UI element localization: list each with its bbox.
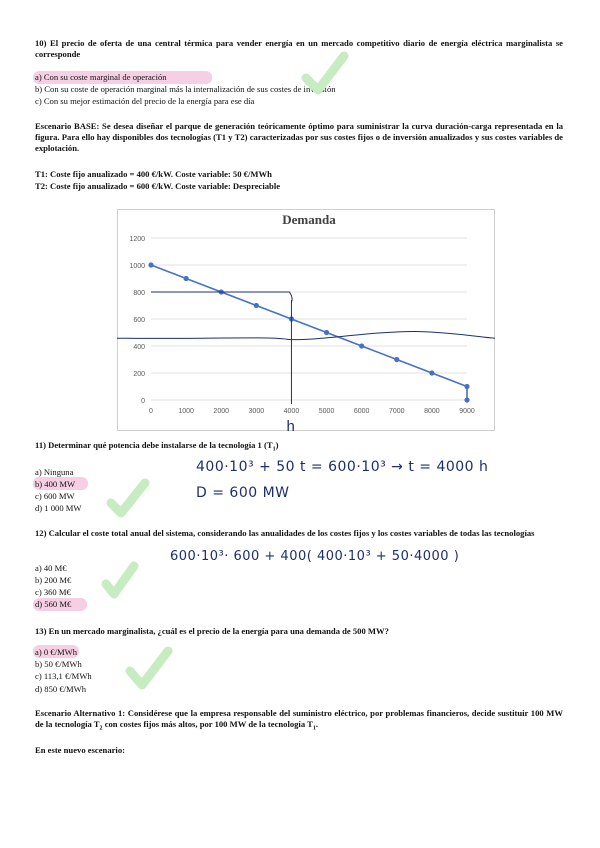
q11-question-text: 11) Determinar qué potencia debe instalarse de la tecnología 1 (T — [35, 440, 273, 450]
y-tick-label: 1000 — [129, 263, 145, 270]
q10-question: 10) El precio de oferta de una central térmica para vender energía en un mercado competitivo diario de energía eléctrica marginalista se corresponde — [35, 38, 563, 60]
scenario-alt-footer: En este nuevo escenario: — [35, 745, 125, 755]
check-mark-icon — [124, 645, 174, 693]
y-tick-label: 1200 — [129, 236, 145, 243]
q13-option-c[interactable]: c) 113,1 €/MWh — [35, 671, 92, 681]
y-tick-label: 800 — [133, 290, 145, 297]
scenario-alt-text-2: con costes fijos más altos, por 100 MW de la tecnología T — [102, 719, 313, 730]
q11-handwriting-2: D = 600 MW — [196, 485, 290, 501]
q10-option-b[interactable]: b) Con su coste de operación marginal más la internalización de sus costes de inversión — [35, 84, 336, 94]
q13-option-b[interactable]: b) 50 €/MWh — [35, 659, 82, 669]
x-tick-label: 4000 — [283, 408, 300, 415]
x-tick-label: 2000 — [213, 408, 230, 415]
q10-option-c[interactable]: c) Con su mejor estimación del precio de la energía para ese día — [35, 96, 255, 106]
check-mark-icon — [105, 477, 151, 521]
t2-description: T2: Coste fijo anualizado = 600 €/kW. Coste variable: Despreciable — [35, 181, 281, 191]
t1-description: T1: Coste fijo anualizado = 400 €/kW. Coste variable: 50 €/MWh — [35, 169, 272, 179]
q12-option-c[interactable]: c) 360 M€ — [35, 587, 71, 597]
q11-question-sub: 1 — [272, 446, 276, 453]
x-tick-label: 3000 — [248, 408, 265, 415]
y-tick-label: 0 — [141, 398, 145, 405]
check-mark-icon — [300, 50, 350, 98]
q12-question: 12) Calcular el coste total anual del sistema, considerando las anualidades de los costes fijos y los costes variables de todas las tecnologías — [35, 528, 535, 538]
q11-option-c[interactable]: c) 600 MW — [35, 491, 75, 501]
y-tick-label: 600 — [133, 317, 145, 324]
demand-data-point — [324, 330, 329, 335]
check-mark-icon — [100, 560, 140, 602]
scenario-alt-text-3: . — [315, 719, 319, 730]
demand-data-point — [394, 357, 399, 362]
q10-option-a[interactable]: a) Con su coste marginal de operación — [35, 72, 167, 82]
demand-chart — [117, 209, 495, 435]
scenario-base-text: Escenario BASE: Se desea diseñar el parque de generación teóricamente óptimo para suministrar la curva duración-carga representada en la figura. Para ello hay disponibles dos tecnologías (T1 y T2) caracterizadas por sus costes fijos o de inversión anualizados y sus costes variables de explotación. — [35, 121, 563, 154]
x-tick-label: 0 — [149, 408, 153, 415]
q13-option-a[interactable]: a) 0 €/MWh — [35, 647, 78, 657]
x-tick-label: 9000 — [459, 408, 475, 415]
x-tick-label: 1000 — [178, 408, 194, 415]
q11-question-end: ) — [275, 440, 279, 450]
q11-option-d[interactable]: d) 1 000 MW — [35, 503, 82, 513]
demand-data-point — [184, 276, 189, 281]
q11-option-b[interactable]: b) 400 MW — [35, 479, 76, 489]
chart-title: Demanda — [282, 212, 336, 227]
scenario-alt-sub-2: 1 — [312, 725, 316, 732]
scenario-alt-text-1: Escenario Alternativo 1: Considérese que la empresa responsable del suministro eléctrico, por problemas financieros, decide sustituir 100 MW de la tecnología T — [35, 708, 563, 730]
scenario-alt-text — [35, 708, 563, 735]
y-tick-label: 200 — [133, 371, 145, 378]
scenario-alt-sub-1: 2 — [99, 725, 103, 732]
x-tick-label: 8000 — [424, 408, 440, 415]
chart-frame — [118, 210, 495, 431]
x-tick-label: 7000 — [388, 408, 405, 415]
q11-handwriting-1: 400·10³ + 50 t = 600·10³ → t = 4000 h — [196, 459, 489, 475]
demand-data-point — [464, 384, 469, 389]
y-tick-label: 400 — [133, 344, 145, 351]
q13-option-d[interactable]: d) 850 €/MWh — [35, 684, 87, 694]
q12-option-b[interactable]: b) 200 M€ — [35, 575, 72, 585]
q11-option-a[interactable]: a) Ninguna — [35, 467, 74, 477]
q12-handwriting: 600·10³· 600 + 400( 400·10³ + 50·4000 ) — [170, 549, 460, 564]
q13-question: 13) En un mercado marginalista, ¿cuál es el precio de la energía para una demanda de 500 MW? — [35, 626, 389, 636]
demand-data-point — [429, 370, 434, 375]
q12-option-a[interactable]: a) 40 M€ — [35, 563, 67, 573]
demand-data-point — [148, 262, 153, 267]
demand-data-point — [254, 303, 259, 308]
handwritten-h-label: h — [286, 418, 295, 435]
demand-data-point — [464, 397, 469, 402]
demand-chart-svg — [117, 209, 495, 435]
demand-data-point — [359, 343, 364, 348]
x-tick-label: 5000 — [318, 408, 335, 415]
x-tick-label: 6000 — [353, 408, 370, 415]
q12-option-d[interactable]: d) 560 M€ — [35, 599, 72, 609]
q11-question — [35, 440, 563, 456]
